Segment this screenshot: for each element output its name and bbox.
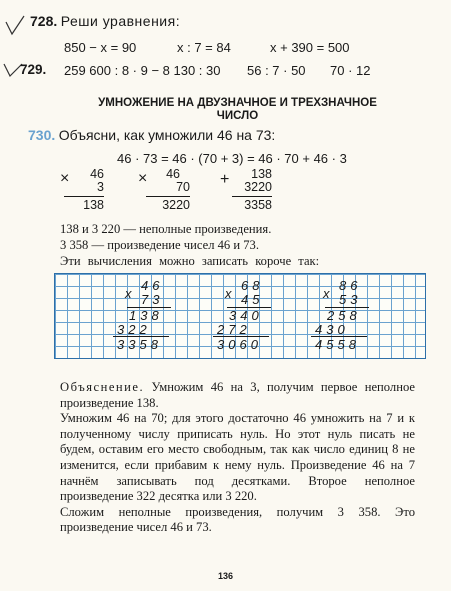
- multiplier: 45: [241, 292, 264, 307]
- exercise-instruction: Реши уравнения:: [60, 13, 181, 29]
- exercise-instruction: Объясни, как умножили 46 на 73:: [58, 127, 276, 143]
- product: 138: [83, 198, 104, 212]
- expansion-formula: 46 · 73 = 46 · (70 + 3) = 46 · 70 + 46 · 3: [117, 151, 347, 166]
- partial-product: 430: [315, 322, 349, 337]
- result-line: [232, 196, 272, 197]
- explanation-sentence: Умножим 46 на 3, получим первое неполное произведение 138.: [60, 380, 415, 410]
- multiply-sign: x: [323, 286, 334, 301]
- exercise-number: 728.: [30, 13, 58, 29]
- product: 4558: [315, 337, 360, 352]
- page-number: 136: [217, 571, 234, 581]
- multiplier: 70: [176, 180, 190, 194]
- addend: 138: [251, 167, 272, 181]
- exercise-730: [28, 127, 275, 145]
- multiply-sign: x: [125, 286, 136, 301]
- grid-paper: [54, 273, 426, 359]
- explanation-paragraph: Умножим 46 на 70; для этого достаточно 46 умножить на 7 и к полученному числу приписать нуль. Но этот нуль писать не будем, оставим его место свободным, так как число единиц 8 не изменится, если прибавим к нему нуль. Произведение 46 на 7 начнём записывать под десятками. Второе неполное произведение 322 десятка или 3 220.: [60, 411, 415, 504]
- explanation-paragraph: Сложим неполные произведения, получим 3 358. Это произведение чисел 46 и 73.: [60, 504, 415, 535]
- multiplicand: 86: [339, 278, 362, 293]
- multiplicand: 46: [166, 167, 180, 181]
- expression: 70 · 12: [330, 63, 371, 78]
- section-title: [60, 97, 415, 123]
- expression: 56 : 7 · 50: [247, 63, 306, 78]
- multiplicand: 68: [241, 278, 264, 293]
- partial-product: 138: [129, 308, 163, 323]
- exercise-number: 729.: [20, 62, 47, 77]
- multiplicand: 46: [141, 278, 164, 293]
- plus-sign: +: [220, 171, 230, 188]
- explanation-label: Объяснение.: [60, 380, 145, 394]
- multiplier: 53: [339, 292, 362, 307]
- text-line: 138 и 3 220 — неполные произведения.: [60, 222, 272, 236]
- result-line: [64, 196, 104, 197]
- text-line: Эти вычисления можно записать короче так:: [60, 254, 320, 268]
- multiply-sign: ×: [60, 170, 70, 187]
- product: 3060: [217, 337, 262, 352]
- explanation-paragraph: [60, 380, 415, 411]
- check-mark-icon: [4, 14, 26, 36]
- exercise-728: [30, 13, 180, 31]
- partial-product: 340: [229, 308, 263, 323]
- multiplicand: 46: [90, 167, 104, 181]
- sum: 3358: [244, 198, 272, 212]
- column-multiplication: [60, 168, 104, 214]
- multiply-sign: x: [225, 286, 236, 301]
- partial-product: 322: [117, 322, 151, 337]
- equation: x + 390 = 500: [270, 40, 350, 55]
- column-multiplication: [138, 168, 190, 214]
- addend: 3220: [244, 180, 272, 194]
- partial-product: 258: [327, 308, 361, 323]
- section-title-line: ЧИСЛО: [216, 110, 259, 122]
- exercise-729: [20, 62, 46, 78]
- multiplier: 3: [97, 180, 104, 194]
- text-line: 3 358 — произведение чисел 46 и 73.: [60, 238, 259, 252]
- product: 3220: [162, 198, 190, 212]
- explanation-text: [60, 380, 415, 536]
- column-addition: [220, 168, 272, 214]
- equation: x : 7 = 84: [177, 40, 231, 55]
- expression: 259 600 : 8 · 9 − 8 130 : 30: [64, 63, 221, 78]
- multiplier: 73: [141, 292, 164, 307]
- section-title-line: УМНОЖЕНИЕ НА ДВУЗНАЧНОЕ И ТРЕХЗНАЧНОЕ: [98, 97, 377, 109]
- result-line: [146, 196, 190, 197]
- exercise-number: 730.: [28, 127, 56, 143]
- partial-product: 272: [217, 322, 251, 337]
- multiply-sign: ×: [138, 170, 148, 187]
- equation: 850 − x = 90: [64, 40, 137, 55]
- product: 3358: [117, 337, 162, 352]
